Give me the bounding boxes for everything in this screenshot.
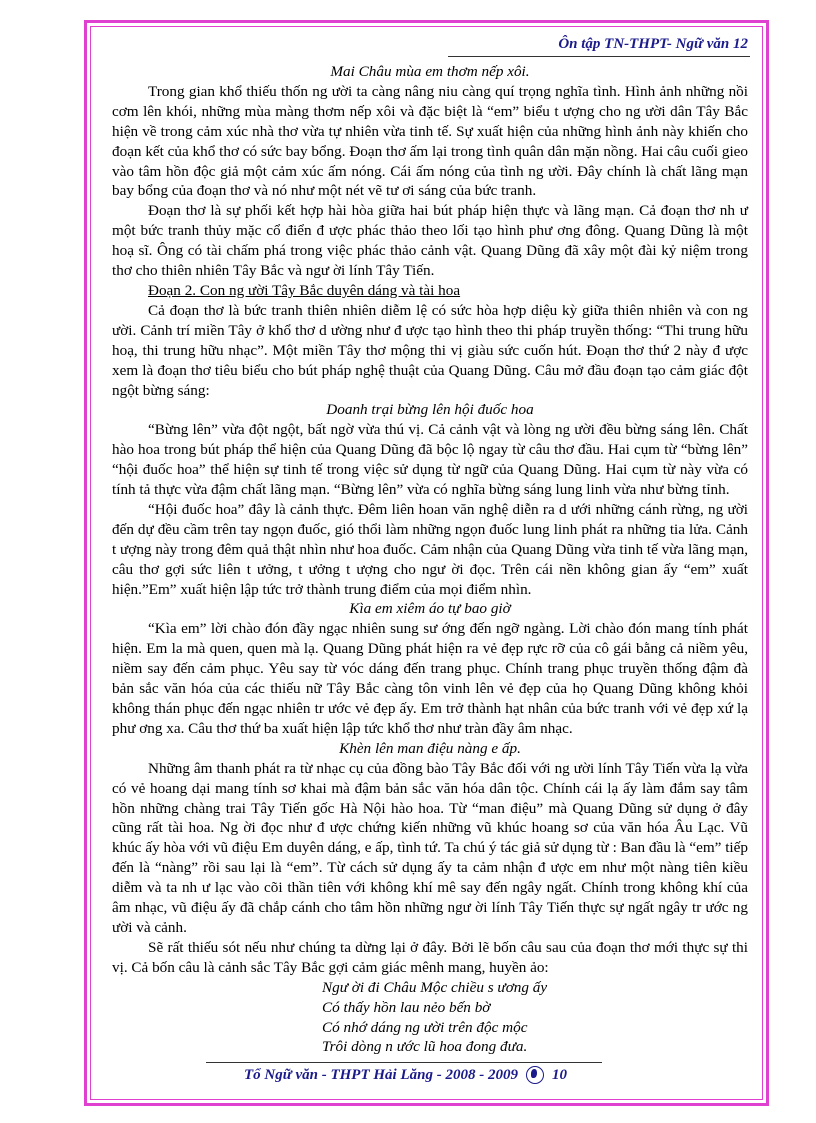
- poem-line: Có nhớ dáng ng ười trên độc mộc: [322, 1018, 528, 1036]
- header-rule: [448, 56, 750, 57]
- verse-line: Mai Châu mùa em thơm nếp xôi.: [330, 63, 530, 80]
- verse-line: Kìa em xiêm áo tự bao giờ: [349, 600, 511, 618]
- poem-stanza: [112, 978, 748, 1058]
- document-body: [112, 62, 748, 1057]
- globe-icon: [526, 1066, 544, 1084]
- paragraph: Sẽ rất thiếu sót nếu như chúng ta dừng lại ở đây. Bởi lẽ bốn câu sau của đoạn thơ mới thực sự thi vị. Cả bốn câu là cảnh sắc Tây Bắc gợi cảm giác mênh mang, huyền ảo:: [112, 938, 748, 976]
- verse-line: Doanh trại bừng lên hội đuốc hoa: [326, 401, 534, 419]
- paragraph: Cả đoạn thơ là bức tranh thiên nhiên diễm lệ có sức hòa hợp diệu kỳ giữa thiên nhiên và con ng ười. Cảnh trí miền Tây ở khổ thơ d ường như đ ược tạo hình theo thi pháp truyền thống: “Thi trung hữu hoạ, thi trung hữu nhạc”. Một miền Tây thơ mộng thi vị giàu sức cuốn hút. Đoạn thơ thứ 2 này đ ược xem là đoạn thơ tiêu biểu cho bút pháp nghệ thuật của Quang Dũng. Câu mở đầu đoạn tạo cảm giác đột ngột bừng sáng:: [112, 301, 748, 399]
- section-heading: Đoạn 2. Con ng ười Tây Bắc duyên dáng và tài hoa: [148, 281, 461, 299]
- page-number: 10: [551, 1066, 567, 1083]
- page-footer: [244, 1066, 567, 1084]
- poem-line: Ngư ời đi Châu Mộc chiều s ương ấy: [322, 978, 548, 996]
- paragraph: Trong gian khổ thiếu thốn ng ười ta càng nâng niu càng quí trọng nghĩa tình. Hình ảnh những nồi cơm lên khói, những mùa màng thơm nếp xôi và đặc biệt là “em” biểu t ượng cho ng ười dân Tây Bắc hiện về trong cảm xúc nhà thơ vừa tự nhiên vừa tinh tế. Sự xuất hiện của những hình ảnh này khiến cho đoạn kết của khổ thơ có sức bay bổng. Đoạn thơ ấm lại trong tình quân dân mặn nồng. Hai câu cuối gieo vào tâm hồn độc giả một cảm xúc ấm nóng. Cái ấm nóng của tình ng ười. Đây chính là chất lãng mạn bay bổng của đoạn thơ và nó như một nét vẽ tư ơi sáng của bức tranh.: [112, 82, 748, 200]
- footer-rule: [206, 1062, 602, 1063]
- verse-line: Khèn lên man điệu nàng e ấp.: [339, 739, 521, 757]
- paragraph: “Kìa em” lời chào đón đầy ngạc nhiên sung sư ớng đến ngỡ ngàng. Lời chào đón mang tính phát hiện. Em la mà quen, quen mà lạ. Quang Dũng phát hiện ra vẻ đẹp rực rỡ của cô gái bằng cả niềm yêu, niềm say đến cảm phục. Yêu say từ vóc dáng đến trang phục. Chính trang phục truyền thống đậm đà bản sắc văn hóa của các thiếu nữ Tây Bắc càng tôn vinh lên vẻ đẹp của họ Quang Dũng không khỏi không thán phục đến ngạc nhiên tr ước vẻ đẹp ấy. Em trở thành hạt nhân của bức tranh với vẻ đẹp xứ lạ phư ơng xa. Câu thơ thứ ba xuất hiện lập tức khổ thơ như tràn đầy âm nhạc.: [112, 620, 748, 737]
- poem-line: Trôi dòng n ước lũ hoa đong đưa.: [322, 1038, 528, 1056]
- paragraph: “Bừng lên” vừa đột ngột, bất ngờ vừa thú vị. Cả cảnh vật và lòng ng ười đều bừng sáng lên. Chất hào hoa trong bút pháp thể hiện của Quang Dũng đã bộc lộ ngay từ câu thơ đầu. Hai cụm từ “bừng lên” “hội đuốc hoa” thể hiện sự tinh tế trong việc sử dụng từ ngữ của Quang Dũng. Hai cụm từ này vừa có tính tả thực vừa đậm chất lãng mạn. “Bừng lên” vừa có nghĩa bừng sáng lung linh vừa như bừng tỉnh.: [112, 421, 748, 499]
- footer-text: Tổ Ngữ văn - THPT Hải Lăng - 2008 - 2009: [244, 1066, 518, 1083]
- paragraph: Những âm thanh phát ra từ nhạc cụ của đồng bào Tây Bắc đối với ng ười lính Tây Tiến vừa lạ vừa có vẻ hoang dại mang tính sơ khai mà đậm bản sắc văn hóa dân tộc. Chính cái lạ ấy làm đắm say tâm hồn những chàng trai Tây Tiến gốc Hà Nội hào hoa. Từ “man điệu” mà Quang Dũng sử dụng ở đây cũng rất tài hoa. Ng ời đọc như đ ược chứng kiến những vũ khúc hoang sơ của văn hóa Âu Lạc. Vũ khúc ấy hòa với vũ điệu Em duyên dáng, e ấp, tình tứ. Ta chú ý tác giả sử dụng từ : Ban đầu là “em” tiếp đến là “nàng” rồi sau lại là “em”. Từ cách sử dụng ấy ta cảm nhận đ ược em như một nàng tiên kiều diễm và ta nh ư lạc vào cõi thần tiên với không khí mê say đến ngây ngất. Chính trong không khí của âm nhạc, vũ điệu ấy đã chắp cánh cho tâm hồn những ngư ời lính Tây Tiến thực sự ngất ngây tr ước ng ười và cảnh.: [112, 759, 748, 936]
- paragraph: Đoạn thơ là sự phối kết hợp hài hòa giữa hai bút pháp hiện thực và lãng mạn. Cả đoạn thơ nh ư một bức tranh thủy mặc cổ điển đ ược phác thảo theo lối tạo hình phư ơng đông. Quang Dũng là một hoạ sĩ. Ông có tài chấm phá trong việc phác thảo cảnh vật. Quang Dũng đã xây một đài kỷ niệm trong thơ cho thiên nhiên Tây Bắc và ngư ời lính Tây Tiến.: [112, 202, 748, 280]
- page-header: Ôn tập TN-THPT- Ngữ văn 12: [558, 36, 748, 52]
- poem-line: Có thấy hồn lau nẻo bến bờ: [322, 998, 491, 1016]
- paragraph: “Hội đuốc hoa” đây là cảnh thực. Đêm liên hoan văn nghệ diễn ra d ưới những cánh rừng, ng ười đến dự đều cầm trên tay ngọn đuốc, gió thổi làm những ngọn đuốc lung linh phát ra những tia lửa. Cảnh t ượng này trong đêm quả thật nhìn như hoa đuốc. Cảm nhận của Quang Dũng vừa tinh tế vừa lãng mạn, câu thơ gợi sức liên t ưởng, t ưởng t ượng cho ngư ời đọc. Trên cái nền không gian ấy “em” xuất hiện.”Em” xuất hiện lập tức trở thành trung điểm của mọi điểm nhìn.: [112, 500, 748, 598]
